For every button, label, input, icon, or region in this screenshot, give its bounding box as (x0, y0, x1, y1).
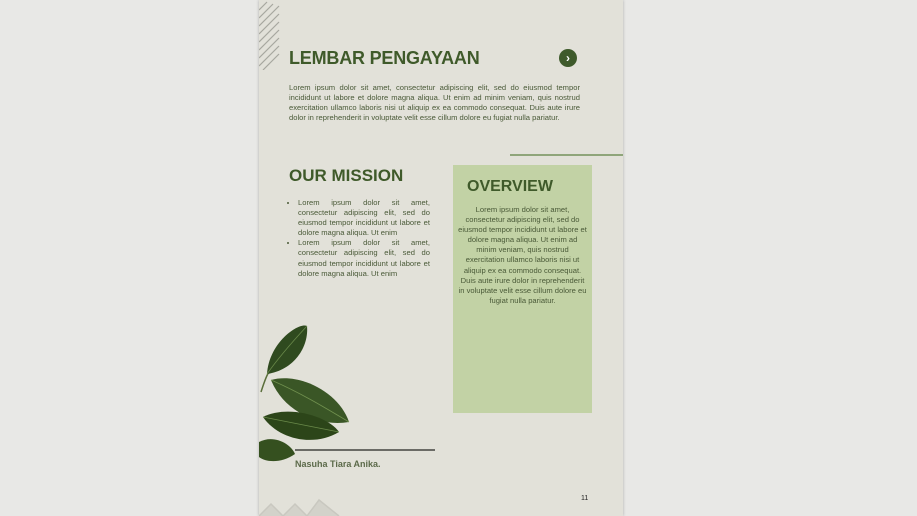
overview-paragraph: Lorem ipsum dolor sit amet, consectetur adipiscing elit, sed do eiusmod tempor incididunt ut labore et dolore magna aliqua. Ut enim ad minim veniam, quis nostrud exercitation ullamco laboris nisi ut aliquip ex ea commodo consequat. Duis aute irure dolor in reprehenderit in voluptate velit esse cillum dolore eu fugiat nulla pariatur. (458, 205, 587, 305)
author-name: Nasuha Tiara Anika. (295, 459, 381, 469)
list-item: • Lorem ipsum dolor sit amet, consectetur adipiscing elit, sed do eiusmod tempor incididunt ut labore et dolore magna aliqua. Ut enim (298, 238, 430, 278)
page-number: 11 (581, 495, 589, 502)
overview-heading: OVERVIEW (467, 178, 553, 195)
document-page (259, 0, 623, 516)
chevron-right-icon[interactable]: › (559, 49, 577, 67)
divider-line (510, 154, 623, 156)
page-title: LEMBAR PENGAYAAN (289, 48, 480, 68)
diagonal-stripes-decoration (259, 0, 281, 70)
mission-list (289, 198, 430, 279)
signature-line (295, 449, 435, 451)
leaves-image (259, 322, 359, 467)
list-item: • Lorem ipsum dolor sit amet, consectetur adipiscing elit, sed do eiusmod tempor incididunt ut labore et dolore magna aliqua. Ut enim (298, 198, 430, 238)
mission-heading: OUR MISSION (289, 166, 404, 185)
zigzag-decoration (259, 494, 349, 516)
overview-panel (453, 165, 592, 413)
intro-paragraph: Lorem ipsum dolor sit amet, consectetur adipiscing elit, sed do eiusmod tempor incididunt ut labore et dolore magna aliqua. Ut enim ad minim veniam, quis nostrud exercitation ullamco laboris nisi ut aliquip ex ea commodo consequat. Duis aute irure dolor in reprehenderit in voluptate velit esse cillum dolore eu fugiat nulla pariatur. (289, 83, 580, 123)
